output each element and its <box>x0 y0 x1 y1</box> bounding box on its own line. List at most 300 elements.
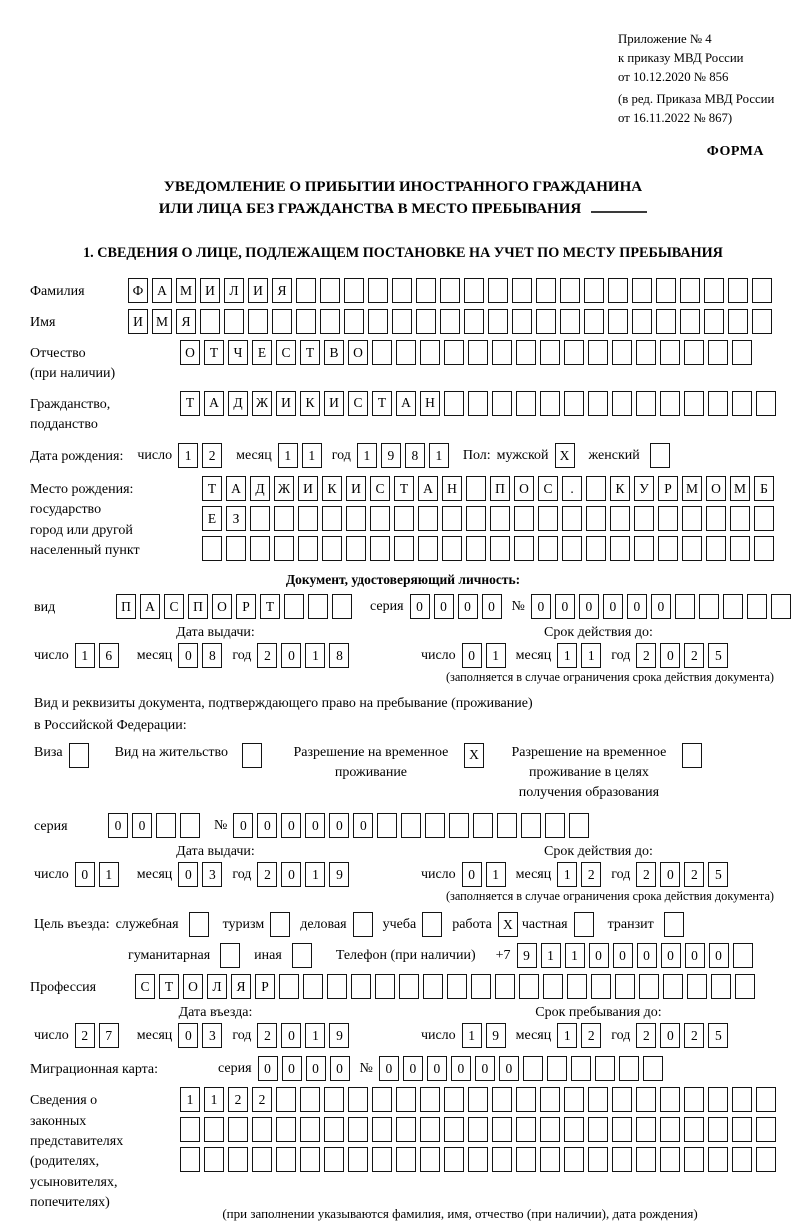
guardians-char-box[interactable] <box>396 1147 416 1172</box>
guardians-char-box[interactable]: 2 <box>252 1087 272 1112</box>
doc-number-box[interactable] <box>699 594 719 619</box>
guardians-char-box[interactable] <box>492 1087 512 1112</box>
guardians-char-box[interactable] <box>564 1087 584 1112</box>
doc-kind-char-box[interactable] <box>308 594 328 619</box>
doc-valid-day-boxes[interactable] <box>462 643 510 668</box>
temp-permit-edu-checkbox[interactable] <box>682 743 702 768</box>
doc-issue-day-box[interactable]: 1 <box>75 643 95 668</box>
profession-char-box[interactable] <box>735 974 755 999</box>
guardians-char-box[interactable] <box>684 1087 704 1112</box>
birth-month-box[interactable]: 1 <box>278 443 298 468</box>
birth-place-char-box[interactable]: Н <box>442 476 462 501</box>
surname-char-box[interactable] <box>368 278 388 303</box>
guardians-char-box[interactable] <box>540 1087 560 1112</box>
patronymic-char-box[interactable]: С <box>276 340 296 365</box>
doc-valid-month-box[interactable]: 1 <box>581 643 601 668</box>
doc-kind-boxes[interactable] <box>116 594 356 619</box>
guardians-char-box[interactable] <box>420 1147 440 1172</box>
birth-place-char-box[interactable] <box>442 506 462 531</box>
given-name-char-box[interactable] <box>272 309 292 334</box>
purpose-private-checkbox[interactable] <box>574 912 598 937</box>
guardians-boxes-1[interactable] <box>180 1087 780 1112</box>
sex-female-checkbox[interactable] <box>650 443 670 468</box>
guardians-char-box[interactable] <box>588 1117 608 1142</box>
stay-day-boxes[interactable] <box>462 1023 510 1048</box>
birth-place-char-box[interactable]: С <box>370 476 390 501</box>
doc-valid-year-box[interactable]: 0 <box>660 643 680 668</box>
doc-kind-char-box[interactable] <box>284 594 304 619</box>
surname-char-box[interactable]: Ф <box>128 278 148 303</box>
birth-place-char-box[interactable]: С <box>538 476 558 501</box>
given-name-char-box[interactable] <box>224 309 244 334</box>
sex-male-checkbox[interactable]: X <box>555 443 575 468</box>
permit-valid-day-box[interactable]: 0 <box>462 862 482 887</box>
guardians-char-box[interactable] <box>444 1087 464 1112</box>
guardians-char-box[interactable] <box>372 1147 392 1172</box>
purpose-humanitarian-checkbox[interactable] <box>220 943 240 968</box>
guardians-char-box[interactable]: 1 <box>180 1087 200 1112</box>
profession-char-box[interactable]: Р <box>255 974 275 999</box>
citizenship-char-box[interactable] <box>612 391 632 416</box>
birth-place-char-box[interactable] <box>466 476 486 501</box>
patronymic-char-box[interactable]: Ч <box>228 340 248 365</box>
profession-char-box[interactable] <box>303 974 323 999</box>
given-name-char-box[interactable] <box>584 309 604 334</box>
guardians-char-box[interactable] <box>300 1087 320 1112</box>
doc-series-box[interactable]: 0 <box>434 594 454 619</box>
phone-digit-box[interactable]: 0 <box>637 943 657 968</box>
patronymic-char-box[interactable] <box>684 340 704 365</box>
doc-number-box[interactable] <box>675 594 695 619</box>
permit-series-box[interactable] <box>156 813 176 838</box>
patronymic-char-box[interactable]: Т <box>300 340 320 365</box>
birth-place-char-box[interactable]: К <box>610 476 630 501</box>
mig-number-box[interactable]: 0 <box>427 1056 447 1081</box>
birth-place-char-box[interactable] <box>754 506 774 531</box>
surname-char-box[interactable] <box>320 278 340 303</box>
doc-valid-month-box[interactable]: 1 <box>557 643 577 668</box>
guardians-char-box[interactable] <box>708 1087 728 1112</box>
entry-year-box[interactable]: 1 <box>305 1023 325 1048</box>
guardians-char-box[interactable] <box>588 1147 608 1172</box>
stay-day-box[interactable]: 9 <box>486 1023 506 1048</box>
doc-number-box[interactable]: 0 <box>651 594 671 619</box>
citizenship-char-box[interactable]: Т <box>372 391 392 416</box>
birth-place-char-box[interactable]: М <box>730 476 750 501</box>
birth-place-char-box[interactable]: Е <box>202 506 222 531</box>
birth-place-char-box[interactable] <box>346 506 366 531</box>
guardians-char-box[interactable] <box>324 1087 344 1112</box>
purpose-humanitarian-checkbox[interactable] <box>220 943 244 968</box>
birth-place-boxes-3[interactable] <box>202 536 778 561</box>
surname-char-box[interactable] <box>632 278 652 303</box>
citizenship-char-box[interactable] <box>756 391 776 416</box>
birth-place-char-box[interactable]: Р <box>658 476 678 501</box>
guardians-char-box[interactable] <box>420 1087 440 1112</box>
surname-char-box[interactable] <box>608 278 628 303</box>
doc-issue-year-box[interactable]: 8 <box>329 643 349 668</box>
mig-number-box[interactable] <box>643 1056 663 1081</box>
birth-place-char-box[interactable] <box>706 506 726 531</box>
birth-year-box[interactable]: 8 <box>405 443 425 468</box>
birth-year-boxes[interactable] <box>357 443 453 468</box>
permit-valid-year-box[interactable]: 2 <box>684 862 704 887</box>
patronymic-char-box[interactable] <box>564 340 584 365</box>
permit-valid-year-box[interactable]: 0 <box>660 862 680 887</box>
doc-issue-year-box[interactable]: 2 <box>257 643 277 668</box>
permit-issue-year-box[interactable]: 9 <box>329 862 349 887</box>
doc-issue-month-box[interactable]: 0 <box>178 643 198 668</box>
guardians-char-box[interactable] <box>492 1117 512 1142</box>
birth-place-char-box[interactable] <box>658 506 678 531</box>
phone-digit-box[interactable]: 1 <box>541 943 561 968</box>
permit-issue-year-box[interactable]: 0 <box>281 862 301 887</box>
given-name-char-box[interactable] <box>608 309 628 334</box>
surname-char-box[interactable]: Я <box>272 278 292 303</box>
guardians-char-box[interactable] <box>444 1117 464 1142</box>
purpose-official-checkbox[interactable] <box>189 912 209 937</box>
citizenship-char-box[interactable]: Н <box>420 391 440 416</box>
birth-place-char-box[interactable] <box>274 506 294 531</box>
permit-number-box[interactable] <box>425 813 445 838</box>
birth-place-char-box[interactable]: . <box>562 476 582 501</box>
guardians-char-box[interactable] <box>660 1087 680 1112</box>
guardians-char-box[interactable] <box>612 1117 632 1142</box>
profession-char-box[interactable] <box>447 974 467 999</box>
surname-char-box[interactable] <box>728 278 748 303</box>
permit-issue-day-box[interactable]: 1 <box>99 862 119 887</box>
doc-valid-year-box[interactable]: 2 <box>636 643 656 668</box>
profession-char-box[interactable] <box>567 974 587 999</box>
patronymic-char-box[interactable]: Е <box>252 340 272 365</box>
birth-place-char-box[interactable] <box>466 536 486 561</box>
mig-series-box[interactable]: 0 <box>258 1056 278 1081</box>
birth-month-box[interactable]: 1 <box>302 443 322 468</box>
guardians-char-box[interactable] <box>468 1117 488 1142</box>
birth-place-char-box[interactable] <box>298 536 318 561</box>
stay-year-box[interactable]: 5 <box>708 1023 728 1048</box>
stay-year-box[interactable]: 0 <box>660 1023 680 1048</box>
permit-number-box[interactable] <box>497 813 517 838</box>
mig-number-box[interactable]: 0 <box>499 1056 519 1081</box>
surname-char-box[interactable] <box>344 278 364 303</box>
guardians-char-box[interactable] <box>276 1087 296 1112</box>
permit-number-box[interactable] <box>449 813 469 838</box>
guardians-char-box[interactable] <box>540 1147 560 1172</box>
guardians-char-box[interactable] <box>540 1117 560 1142</box>
guardians-char-box[interactable] <box>396 1117 416 1142</box>
guardians-char-box[interactable] <box>756 1147 776 1172</box>
doc-valid-year-box[interactable]: 5 <box>708 643 728 668</box>
birth-place-char-box[interactable] <box>658 536 678 561</box>
guardians-char-box[interactable] <box>252 1117 272 1142</box>
patronymic-char-box[interactable]: Т <box>204 340 224 365</box>
doc-number-box[interactable]: 0 <box>555 594 575 619</box>
guardians-char-box[interactable] <box>204 1147 224 1172</box>
citizenship-char-box[interactable]: Ж <box>252 391 272 416</box>
doc-issue-month-boxes[interactable] <box>178 643 226 668</box>
doc-kind-char-box[interactable]: О <box>212 594 232 619</box>
doc-issue-day-box[interactable]: 6 <box>99 643 119 668</box>
given-name-char-box[interactable] <box>488 309 508 334</box>
purpose-tourism-checkbox[interactable] <box>270 912 294 937</box>
birth-place-char-box[interactable]: Т <box>394 476 414 501</box>
birth-place-char-box[interactable]: Б <box>754 476 774 501</box>
citizenship-char-box[interactable] <box>468 391 488 416</box>
surname-char-box[interactable]: М <box>176 278 196 303</box>
mig-number-box[interactable]: 0 <box>379 1056 399 1081</box>
residence-permit-checkbox[interactable] <box>242 743 266 768</box>
permit-issue-month-box[interactable]: 0 <box>178 862 198 887</box>
given-name-char-box[interactable] <box>512 309 532 334</box>
profession-boxes[interactable] <box>135 974 759 999</box>
profession-char-box[interactable] <box>663 974 683 999</box>
given-name-char-box[interactable] <box>296 309 316 334</box>
temp-permit-edu-checkbox[interactable] <box>682 743 706 768</box>
birth-place-char-box[interactable] <box>586 476 606 501</box>
doc-number-box[interactable]: 0 <box>579 594 599 619</box>
given-name-char-box[interactable] <box>752 309 772 334</box>
phone-digit-box[interactable]: 0 <box>709 943 729 968</box>
permit-valid-month-box[interactable]: 2 <box>581 862 601 887</box>
patronymic-char-box[interactable] <box>492 340 512 365</box>
doc-number-box[interactable] <box>747 594 767 619</box>
guardians-char-box[interactable] <box>612 1087 632 1112</box>
mig-series-box[interactable]: 0 <box>282 1056 302 1081</box>
citizenship-char-box[interactable] <box>636 391 656 416</box>
guardians-char-box[interactable] <box>300 1117 320 1142</box>
birth-place-char-box[interactable]: О <box>514 476 534 501</box>
sex-female-checkbox[interactable] <box>650 443 674 468</box>
guardians-char-box[interactable]: 2 <box>228 1087 248 1112</box>
given-name-char-box[interactable] <box>200 309 220 334</box>
birth-place-char-box[interactable] <box>442 536 462 561</box>
patronymic-boxes[interactable] <box>180 340 756 365</box>
guardians-char-box[interactable] <box>372 1087 392 1112</box>
mig-number-box[interactable] <box>571 1056 591 1081</box>
guardians-char-box[interactable] <box>444 1147 464 1172</box>
guardians-char-box[interactable] <box>492 1147 512 1172</box>
guardians-char-box[interactable] <box>348 1147 368 1172</box>
mig-number-box[interactable] <box>547 1056 567 1081</box>
birth-place-char-box[interactable] <box>226 536 246 561</box>
guardians-char-box[interactable] <box>324 1147 344 1172</box>
birth-place-char-box[interactable] <box>250 536 270 561</box>
doc-number-box[interactable] <box>771 594 791 619</box>
doc-series-box[interactable]: 0 <box>482 594 502 619</box>
birth-place-char-box[interactable] <box>346 536 366 561</box>
permit-number-box[interactable] <box>473 813 493 838</box>
surname-char-box[interactable] <box>752 278 772 303</box>
profession-char-box[interactable] <box>279 974 299 999</box>
stay-month-box[interactable]: 1 <box>557 1023 577 1048</box>
surname-char-box[interactable] <box>440 278 460 303</box>
entry-day-box[interactable]: 7 <box>99 1023 119 1048</box>
surname-boxes[interactable] <box>128 278 776 303</box>
permit-number-box[interactable]: 0 <box>353 813 373 838</box>
given-name-char-box[interactable] <box>560 309 580 334</box>
given-name-char-box[interactable] <box>536 309 556 334</box>
birth-place-char-box[interactable] <box>682 536 702 561</box>
given-name-char-box[interactable] <box>344 309 364 334</box>
surname-char-box[interactable] <box>704 278 724 303</box>
permit-series-boxes[interactable] <box>108 813 204 838</box>
citizenship-char-box[interactable] <box>492 391 512 416</box>
guardians-char-box[interactable]: 1 <box>204 1087 224 1112</box>
doc-issue-year-box[interactable]: 0 <box>281 643 301 668</box>
patronymic-char-box[interactable] <box>636 340 656 365</box>
guardians-char-box[interactable] <box>180 1117 200 1142</box>
guardians-char-box[interactable] <box>516 1087 536 1112</box>
phone-digit-box[interactable]: 0 <box>613 943 633 968</box>
permit-valid-month-boxes[interactable] <box>557 862 605 887</box>
phone-digit-box[interactable]: 0 <box>589 943 609 968</box>
birth-place-char-box[interactable] <box>490 506 510 531</box>
permit-issue-year-box[interactable]: 2 <box>257 862 277 887</box>
patronymic-char-box[interactable] <box>396 340 416 365</box>
sex-male-checkbox[interactable] <box>555 443 579 468</box>
doc-series-boxes[interactable] <box>410 594 506 619</box>
surname-char-box[interactable]: Л <box>224 278 244 303</box>
permit-number-box[interactable]: 0 <box>281 813 301 838</box>
surname-char-box[interactable] <box>488 278 508 303</box>
patronymic-char-box[interactable] <box>660 340 680 365</box>
doc-kind-char-box[interactable]: Т <box>260 594 280 619</box>
birth-place-char-box[interactable] <box>730 506 750 531</box>
surname-char-box[interactable] <box>416 278 436 303</box>
guardians-char-box[interactable] <box>756 1087 776 1112</box>
citizenship-char-box[interactable]: Т <box>180 391 200 416</box>
doc-valid-year-box[interactable]: 2 <box>684 643 704 668</box>
birth-place-char-box[interactable]: И <box>346 476 366 501</box>
guardians-char-box[interactable] <box>516 1147 536 1172</box>
surname-char-box[interactable] <box>584 278 604 303</box>
birth-place-char-box[interactable] <box>682 506 702 531</box>
birth-place-char-box[interactable] <box>514 506 534 531</box>
doc-number-box[interactable]: 0 <box>603 594 623 619</box>
profession-char-box[interactable] <box>591 974 611 999</box>
profession-char-box[interactable] <box>519 974 539 999</box>
patronymic-char-box[interactable]: В <box>324 340 344 365</box>
birth-place-char-box[interactable] <box>394 536 414 561</box>
doc-kind-char-box[interactable]: С <box>164 594 184 619</box>
profession-char-box[interactable] <box>423 974 443 999</box>
birth-place-boxes-1[interactable] <box>202 476 778 501</box>
entry-year-box[interactable]: 2 <box>257 1023 277 1048</box>
mig-number-box[interactable] <box>595 1056 615 1081</box>
birth-day-box[interactable]: 1 <box>178 443 198 468</box>
entry-year-box[interactable]: 9 <box>329 1023 349 1048</box>
given-name-char-box[interactable] <box>632 309 652 334</box>
stay-year-box[interactable]: 2 <box>636 1023 656 1048</box>
guardians-char-box[interactable] <box>180 1147 200 1172</box>
permit-series-box[interactable]: 0 <box>132 813 152 838</box>
doc-number-box[interactable] <box>723 594 743 619</box>
phone-digit-box[interactable]: 1 <box>565 943 585 968</box>
birth-place-char-box[interactable] <box>394 506 414 531</box>
entry-month-box[interactable]: 0 <box>178 1023 198 1048</box>
guardians-char-box[interactable] <box>372 1117 392 1142</box>
birth-place-char-box[interactable] <box>538 536 558 561</box>
entry-day-boxes[interactable] <box>75 1023 123 1048</box>
doc-issue-year-boxes[interactable] <box>257 643 353 668</box>
guardians-char-box[interactable] <box>732 1117 752 1142</box>
birth-place-char-box[interactable]: О <box>706 476 726 501</box>
guardians-char-box[interactable] <box>588 1087 608 1112</box>
profession-char-box[interactable] <box>351 974 371 999</box>
given-name-char-box[interactable] <box>680 309 700 334</box>
doc-issue-year-box[interactable]: 1 <box>305 643 325 668</box>
birth-year-box[interactable]: 9 <box>381 443 401 468</box>
entry-year-box[interactable]: 0 <box>281 1023 301 1048</box>
profession-char-box[interactable] <box>711 974 731 999</box>
surname-char-box[interactable] <box>296 278 316 303</box>
stay-year-boxes[interactable] <box>636 1023 732 1048</box>
birth-place-char-box[interactable] <box>610 536 630 561</box>
patronymic-char-box[interactable] <box>444 340 464 365</box>
guardians-char-box[interactable] <box>660 1117 680 1142</box>
mig-number-box[interactable]: 0 <box>475 1056 495 1081</box>
guardians-char-box[interactable] <box>468 1147 488 1172</box>
patronymic-char-box[interactable] <box>516 340 536 365</box>
permit-number-box[interactable] <box>521 813 541 838</box>
profession-char-box[interactable] <box>399 974 419 999</box>
permit-number-box[interactable]: 0 <box>233 813 253 838</box>
birth-place-char-box[interactable] <box>322 506 342 531</box>
purpose-study-checkbox[interactable] <box>422 912 442 937</box>
purpose-work-checkbox[interactable]: X <box>498 912 518 937</box>
birth-place-char-box[interactable] <box>538 506 558 531</box>
guardians-char-box[interactable] <box>348 1117 368 1142</box>
permit-valid-month-box[interactable]: 1 <box>557 862 577 887</box>
guardians-char-box[interactable] <box>612 1147 632 1172</box>
profession-char-box[interactable] <box>543 974 563 999</box>
surname-char-box[interactable] <box>392 278 412 303</box>
visa-checkbox[interactable] <box>69 743 89 768</box>
guardians-char-box[interactable] <box>636 1087 656 1112</box>
permit-valid-year-box[interactable]: 2 <box>636 862 656 887</box>
birth-place-char-box[interactable] <box>370 536 390 561</box>
purpose-private-checkbox[interactable] <box>574 912 594 937</box>
guardians-char-box[interactable] <box>324 1117 344 1142</box>
doc-valid-year-boxes[interactable] <box>636 643 732 668</box>
permit-valid-day-boxes[interactable] <box>462 862 510 887</box>
stay-day-box[interactable]: 1 <box>462 1023 482 1048</box>
guardians-char-box[interactable] <box>300 1147 320 1172</box>
given-name-char-box[interactable] <box>320 309 340 334</box>
birth-place-char-box[interactable]: А <box>418 476 438 501</box>
birth-place-char-box[interactable] <box>298 506 318 531</box>
birth-place-char-box[interactable] <box>514 536 534 561</box>
profession-char-box[interactable] <box>615 974 635 999</box>
profession-char-box[interactable] <box>375 974 395 999</box>
doc-number-box[interactable]: 0 <box>627 594 647 619</box>
citizenship-char-box[interactable] <box>708 391 728 416</box>
permit-issue-year-boxes[interactable] <box>257 862 353 887</box>
given-name-char-box[interactable] <box>704 309 724 334</box>
citizenship-char-box[interactable]: К <box>300 391 320 416</box>
citizenship-char-box[interactable] <box>660 391 680 416</box>
permit-issue-day-boxes[interactable] <box>75 862 123 887</box>
guardians-char-box[interactable] <box>564 1117 584 1142</box>
citizenship-char-box[interactable]: Д <box>228 391 248 416</box>
residence-permit-checkbox[interactable] <box>242 743 262 768</box>
birth-place-char-box[interactable]: П <box>490 476 510 501</box>
given-name-char-box[interactable] <box>416 309 436 334</box>
doc-kind-char-box[interactable]: П <box>116 594 136 619</box>
doc-kind-char-box[interactable]: А <box>140 594 160 619</box>
birth-place-char-box[interactable] <box>418 506 438 531</box>
